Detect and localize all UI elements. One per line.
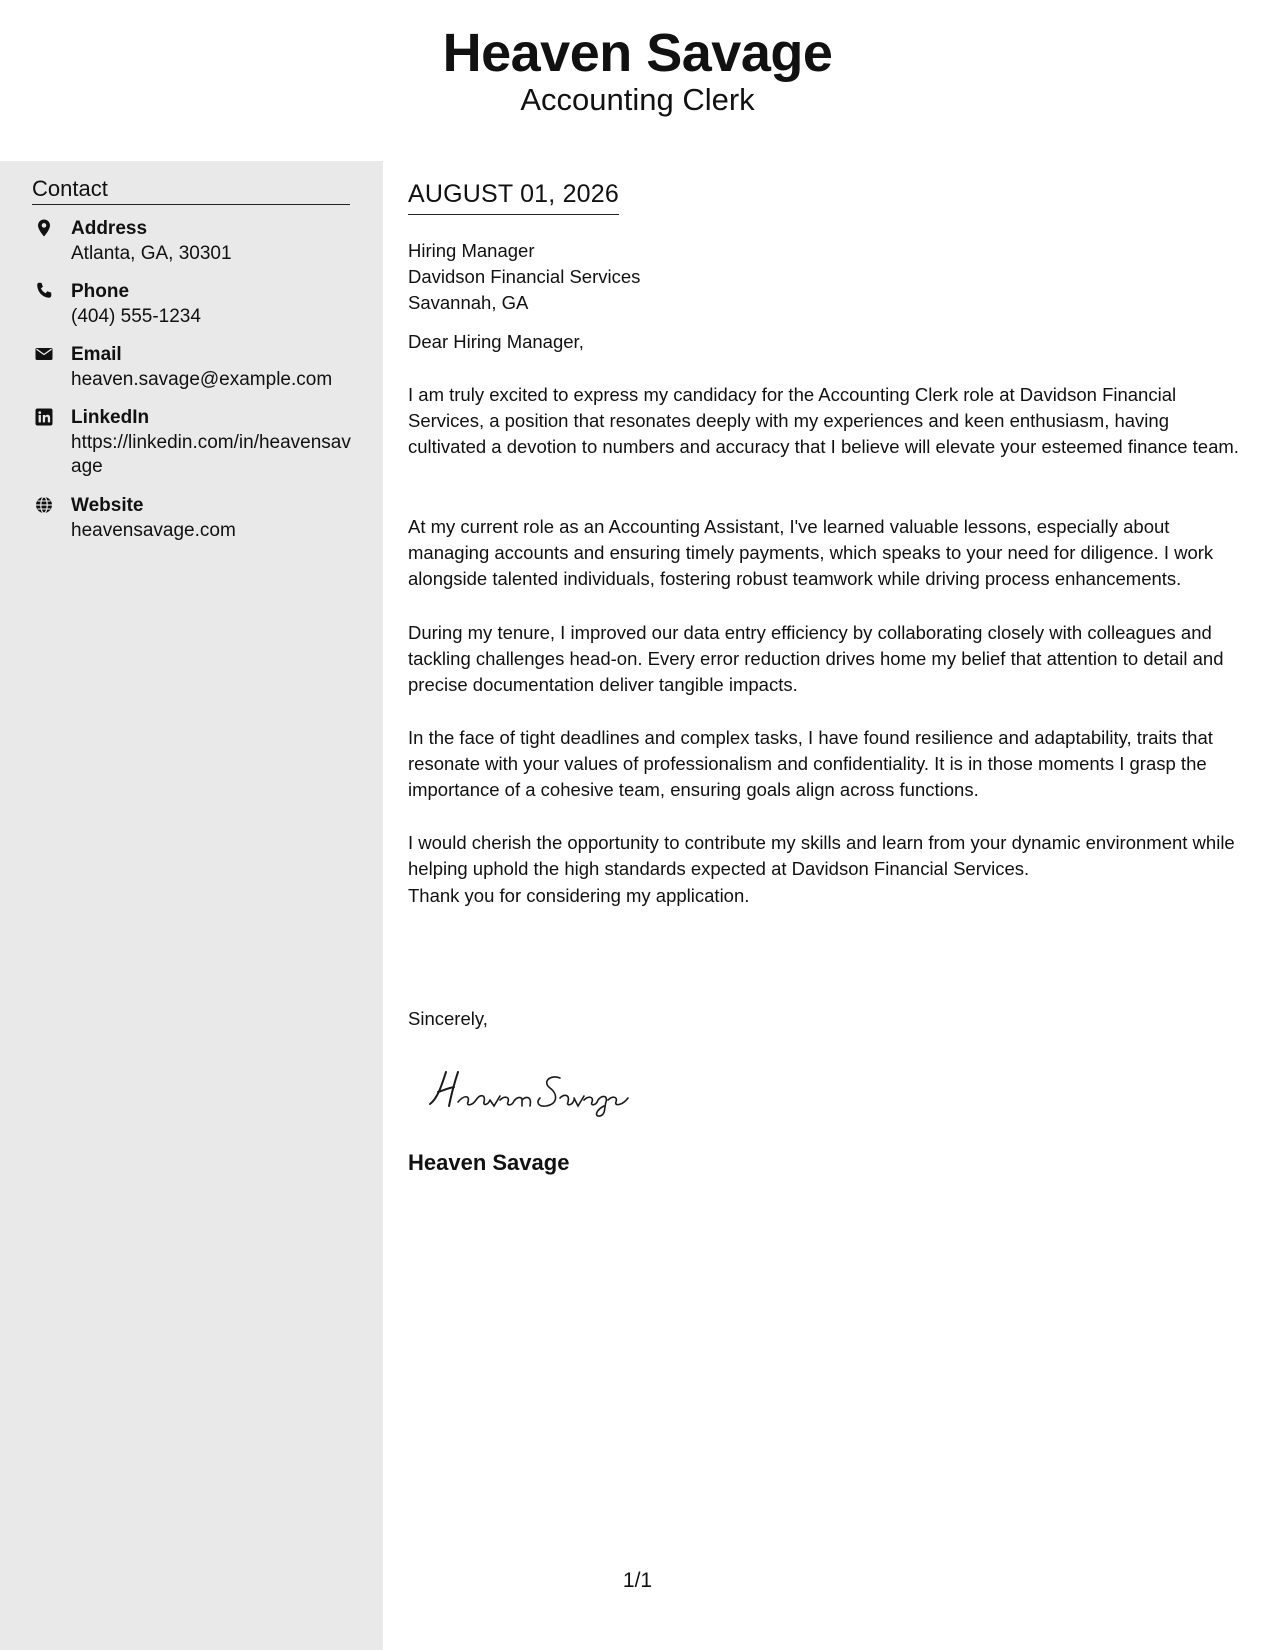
applicant-role: Accounting Clerk <box>520 82 755 117</box>
address-value: Atlanta, GA, 30301 <box>71 243 232 264</box>
recipient-block <box>408 238 640 316</box>
paragraph-6: Thank you for considering my application. <box>408 885 750 906</box>
paragraph-4: In the face of tight deadlines and complex tasks, I have found resilience and adaptability, traits that resonate with your values of professionalism and confidentiality. It is in those moments I grasp the importance of a cohesive team, ensuring goals align across functions. <box>408 727 1213 800</box>
envelope-icon <box>35 345 53 363</box>
recipient-location: Savannah, GA <box>408 292 529 313</box>
address-label: Address <box>71 218 148 239</box>
paragraph-3: During my tenure, I improved our data entry efficiency by collaborating closely with colleagues and tackling challenges head-on. Every error reduction drives home my belief that attention to detail and precise documentation deliver tangible impacts. <box>408 622 1224 695</box>
globe-icon <box>35 496 53 514</box>
closing: Sincerely, <box>408 1008 488 1029</box>
handwritten-signature <box>424 1062 664 1120</box>
phone-icon <box>35 282 53 300</box>
email-value[interactable]: heaven.savage@example.com <box>71 369 333 390</box>
contact-sidebar <box>0 161 383 1650</box>
linkedin-label: LinkedIn <box>71 407 150 428</box>
map-pin-icon <box>35 219 53 237</box>
linkedin-icon <box>35 408 53 426</box>
signer-name: Heaven Savage <box>408 1150 570 1175</box>
page-number: 1/1 <box>622 1569 653 1592</box>
paragraph-1: I am truly excited to express my candidacy for the Accounting Clerk role at Davidson Financial Services, a position that resonates deeply with my experiences and keen enthusiasm, having cultivated a devotion to numbers and accuracy that I believe will elevate your esteemed finance team. <box>408 384 1239 457</box>
salutation: Dear Hiring Manager, <box>408 331 584 352</box>
document-header <box>0 0 1275 160</box>
recipient-title: Hiring Manager <box>408 240 535 261</box>
email-label: Email <box>71 344 122 365</box>
phone-value: (404) 555-1234 <box>71 306 201 327</box>
applicant-name: Heaven Savage <box>442 23 833 83</box>
contact-heading: Contact <box>32 175 350 205</box>
recipient-company: Davidson Financial Services <box>408 266 641 287</box>
paragraph-5: I would cherish the opportunity to contribute my skills and learn from your dynamic environment while helping uphold the high standards expected at Davidson Financial Services. <box>408 832 1235 879</box>
website-value[interactable]: heavensavage.com <box>71 520 236 541</box>
linkedin-value[interactable]: https://linkedin.com/in/heavensavage <box>71 432 351 477</box>
paragraph-2: At my current role as an Accounting Assistant, I've learned valuable lessons, especially about managing accounts and ensuring timely payments, which speaks to your need for diligence. I work alongside talented individuals, fostering robust teamwork while driving process enhancements. <box>408 516 1214 589</box>
letter-date: AUGUST 01, 2026 <box>408 179 619 215</box>
phone-label: Phone <box>71 281 130 302</box>
website-label: Website <box>71 495 144 516</box>
